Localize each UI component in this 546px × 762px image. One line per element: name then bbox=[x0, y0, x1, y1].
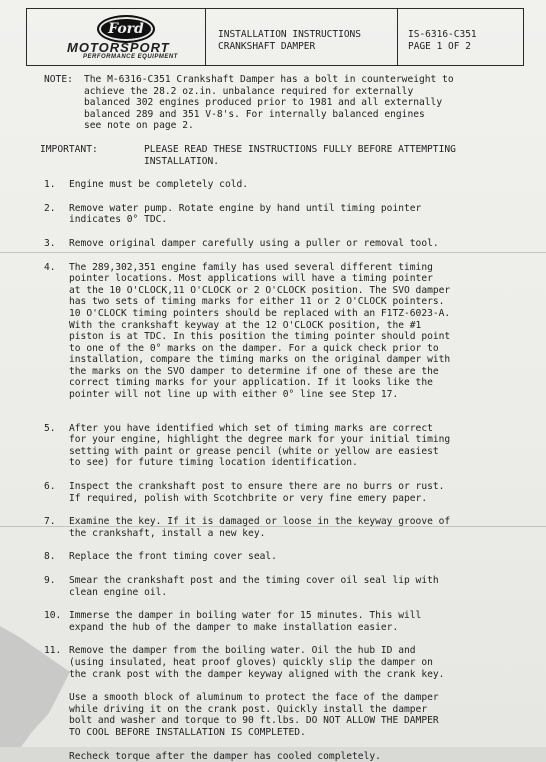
doc-number: IS-6316-C351 bbox=[408, 29, 477, 40]
step-item bbox=[44, 203, 514, 226]
step-text: Smear the crankshaft post and the timing cover oil seal lip with clean engine oil. bbox=[69, 575, 439, 598]
step-number: 9. bbox=[44, 575, 56, 586]
step-text: Remove the damper from the boiling water. Oil the hub ID and (using insulated, heat proof gloves) quickly slip the damper on the crank post with the damper keyway aligned with the crank key. bbox=[69, 645, 445, 680]
step-number: 5. bbox=[44, 422, 56, 434]
step-text: Immerse the damper in boiling water for 15 minutes. This will expand the hub of the damper to make installation easier. bbox=[69, 610, 422, 633]
step-text: Remove original damper carefully using a puller or removal tool. bbox=[69, 237, 439, 249]
step-text: After you have identified which set of timing marks are correct for your engine, highlight the degree mark for your initial timing setting with paint or grease pencil (white or yellow are easiest to see) for future timing location identification. bbox=[69, 422, 451, 469]
step-item bbox=[44, 238, 514, 250]
step-number: 8. bbox=[44, 551, 56, 563]
doc-title: INSTALLATION INSTRUCTIONS bbox=[218, 29, 361, 40]
logo-block bbox=[27, 9, 206, 65]
title-block bbox=[206, 9, 398, 65]
step-number: 2. bbox=[44, 202, 56, 214]
step-item bbox=[44, 481, 514, 504]
step-text: Examine the key. If it is damaged or loose in the keyway groove of the crankshaft, install a new key. bbox=[69, 516, 451, 539]
step-text: Engine must be completely cold. bbox=[69, 179, 249, 191]
note-text: The M-6316-C351 Crankshaft Damper has a bolt in counterweight to achieve the 28.2 oz.in. unbalance required for externally balanced 302 engines produced prior to 1981 and all externally balanced 289 and 351 V-8's. For internally balanced engines see note on page 2. bbox=[84, 74, 454, 132]
step-text: Inspect the crankshaft post to ensure there are no burrs or rust. If required, polish with Scotchbrite or very fine emery paper. bbox=[69, 481, 445, 504]
step-number bbox=[44, 751, 69, 762]
step-text: Use a smooth block of aluminum to protect the face of the damper while driving it on the crank post. Quickly install the damper bolt and washer and torque to 90 ft.lbs. DO NOT ALLOW THE DAMPER TO COOL BEFORE INSTALLATION IS COMPLETED. bbox=[69, 692, 439, 738]
note-label: NOTE: bbox=[44, 74, 73, 85]
doc-number-block bbox=[398, 9, 523, 65]
page-indicator: PAGE 1 OF 2 bbox=[408, 41, 471, 52]
step-item bbox=[44, 262, 514, 401]
step-item bbox=[44, 610, 514, 633]
step-number: 10. bbox=[44, 610, 62, 622]
step-item bbox=[44, 423, 514, 469]
step-item bbox=[44, 179, 514, 191]
step-number: 11. bbox=[44, 645, 62, 657]
step-text: Recheck torque after the damper has cooled completely. bbox=[69, 750, 381, 762]
step-number: 3. bbox=[44, 237, 56, 249]
step-item bbox=[44, 692, 514, 738]
step-item bbox=[44, 751, 514, 762]
step-item bbox=[44, 516, 514, 539]
instructions-body bbox=[40, 74, 514, 762]
step-text: Replace the front timing cover seal. bbox=[69, 551, 277, 563]
step-number: 1. bbox=[44, 179, 56, 191]
step-text: The 289,302,351 engine family has used several different timing pointer locations. Most applications will have a timing pointer at the 10 O'CLOCK,11 O'CLOCK or 2 O'CLOCK position. The SVO damper has two sets of timing marks for either 11 or 2 O'CLOCK pointers. 10 O'CLOCK timing pointers should be replaced with an F1TZ-6023-A. With the crankshaft keyway at the 12 O'CLOCK position, the #1 piston is at TDC. In this position the timing pointer should point to one of the 0° marks on the damper. For a quick check prior to installation, compare the timing marks on the original damper with the marks on the SVO damper to determine if one of these are the correct timing marks for your application. If it looks like the pointer will not line up with either 0° line see Step 17. bbox=[69, 261, 451, 401]
step-number: 6. bbox=[44, 481, 56, 493]
fold-crease bbox=[0, 526, 546, 527]
step-item bbox=[44, 645, 514, 680]
important-paragraph bbox=[40, 144, 514, 167]
ford-oval-logo: Ford bbox=[97, 15, 155, 43]
document-header bbox=[26, 8, 524, 66]
important-label: IMPORTANT: bbox=[40, 143, 98, 155]
brand-wordmark: MOTORSPORT bbox=[67, 40, 170, 55]
step-number: 7. bbox=[44, 516, 56, 528]
doc-subtitle: CRANKSHAFT DAMPER bbox=[218, 41, 316, 52]
important-text: PLEASE READ THESE INSTRUCTIONS FULLY BEFORE ATTEMPTING INSTALLATION. bbox=[144, 143, 456, 167]
step-number: 4. bbox=[44, 261, 56, 273]
step-text: Remove water pump. Rotate engine by hand until timing pointer indicates 0° TDC. bbox=[69, 202, 422, 226]
note-paragraph bbox=[44, 74, 514, 132]
brand-subtitle: PERFORMANCE EQUIPMENT bbox=[83, 54, 178, 60]
fold-crease bbox=[0, 252, 546, 253]
step-item bbox=[44, 551, 514, 563]
step-item bbox=[44, 575, 514, 598]
